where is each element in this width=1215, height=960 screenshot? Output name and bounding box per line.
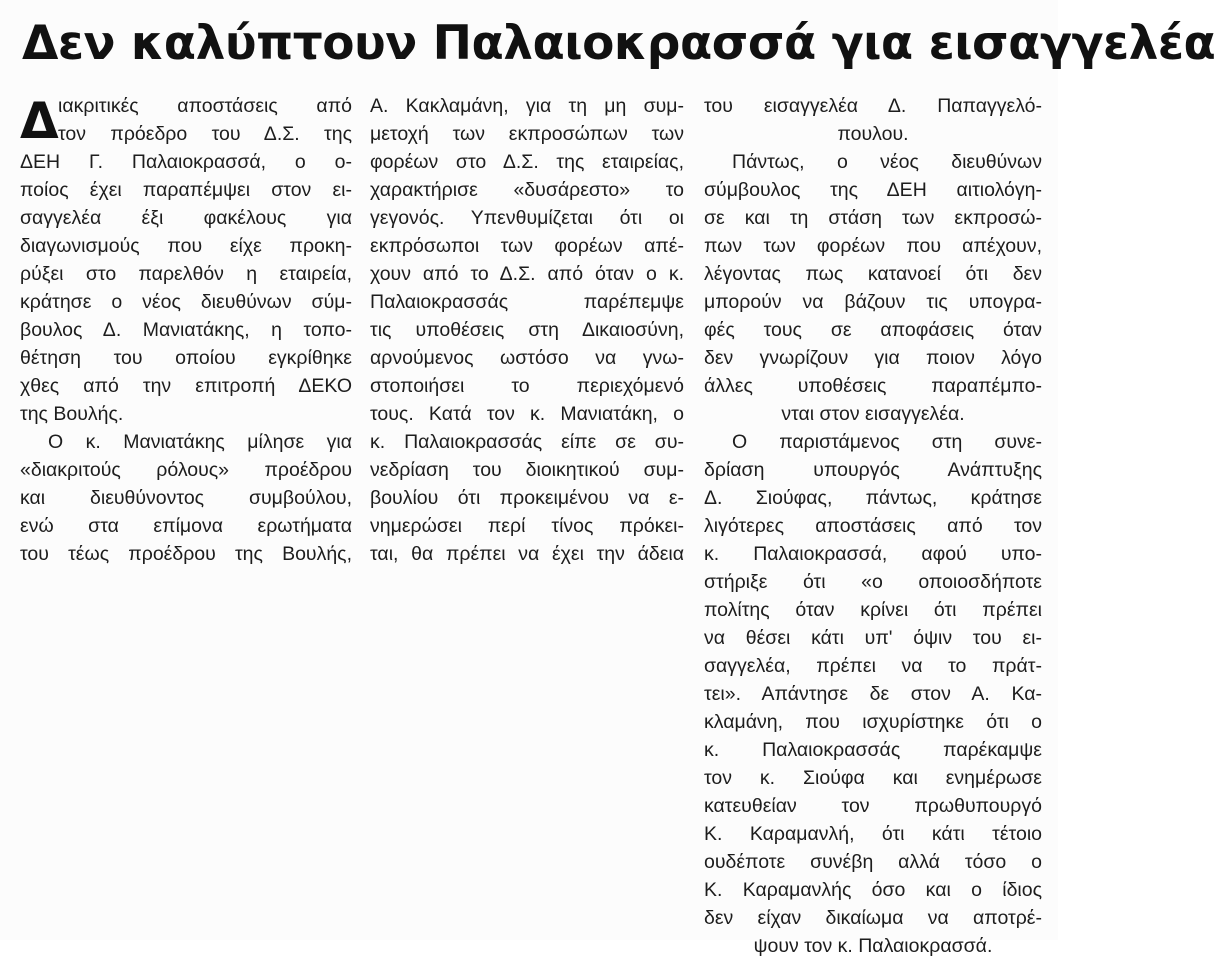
article-line: και διευθύνοντος συμβούλου, (20, 487, 352, 509)
article-line: φές τους σε αποφάσεις όταν (704, 319, 1042, 341)
article-line: χθες από την επιτροπή ΔΕΚΟ (20, 375, 352, 397)
article-line: κράτησε ο νέος διευθύνων σύμ- (20, 291, 352, 313)
article-line: Α. Κακλαμάνη, για τη μη συμ- (370, 95, 684, 117)
article-line: γεγονός. Υπενθυμίζεται ότι οι (370, 207, 684, 229)
article-line: ρύξει στο παρελθόν η εταιρεία, (20, 263, 352, 285)
article-line: χαρακτήρισε «δυσάρεστο» το (370, 179, 684, 201)
article-line: τει». Απάντησε δε στον Α. Κα- (704, 683, 1042, 705)
article-line: νται στον εισαγγελέα. (781, 403, 965, 425)
article-line: Ο κ. Μανιατάκης μίλησε για (48, 431, 352, 453)
article-line: θέτηση του οποίου εγκρίθηκε (20, 347, 352, 369)
article-line: φορέων στο Δ.Σ. της εταιρείας, (370, 151, 684, 173)
article-line: Ο παριστάμενος στη συνε- (732, 431, 1042, 453)
article-line: τον κ. Σιούφα και ενημέρωσε (704, 767, 1042, 789)
article-line: δεν γνωρίζουν για ποιον λόγο (704, 347, 1042, 369)
article-line: να θέσει κάτι υπ' όψιν του ει- (704, 627, 1042, 649)
article-line: σε και τη στάση των εκπροσώ- (704, 207, 1042, 229)
article-column-1 (20, 92, 352, 568)
article-line: βουλίου ότι προκειμένου να ε- (370, 487, 684, 509)
article-line: κατευθείαν τον πρωθυπουργό (704, 795, 1042, 817)
article-line: Κ. Καραμανλής όσο και ο ίδιος (704, 879, 1042, 901)
article-line: λιγότερες αποστάσεις από τον (704, 515, 1042, 537)
article-line: άλλες υποθέσεις παραπέμπο- (704, 375, 1042, 397)
article-line: του τέως προέδρου της Βουλής, (20, 543, 352, 565)
first-two-lines (20, 92, 352, 148)
article-line: Κ. Καραμανλή, ότι κάτι τέτοιο (704, 823, 1042, 845)
article-line: εκπρόσωποι των φορέων απέ- (370, 235, 684, 257)
article-column-3 (704, 92, 1042, 960)
article-line: στήριξε ότι «ο οποιοσδήποτε (704, 571, 1042, 593)
article-line: της Βουλής. (20, 403, 124, 425)
article-line: «διακριτούς ρόλους» προέδρου (20, 459, 352, 481)
article-line: ψουν τον κ. Παλαιοκρασσά. (753, 935, 993, 957)
article-line: μετοχή των εκπροσώπων των (370, 123, 684, 145)
article-line: στοποιήσει το περιεχόμενό (370, 375, 684, 397)
article-line: ται, θα πρέπει να έχει την άδεια (370, 543, 684, 565)
article-line: πων των φορέων που απέχουν, (704, 235, 1042, 257)
article-line: Παλαιοκρασσάς παρέπεμψε (370, 291, 684, 313)
headline: Δεν καλύπτουν Παλαιοκρασσά για εισαγγελέα (22, 16, 1215, 71)
article-line: ΔΕΗ Γ. Παλαιοκρασσά, ο ο- (20, 151, 352, 173)
article-line: σαγγελέα, πρέπει να το πράτ- (704, 655, 1042, 677)
article-line: μπορούν να βάζουν τις υπογρα- (704, 291, 1042, 313)
article-line: κλαμάνη, που ισχυρίστηκε ότι ο (704, 711, 1042, 733)
article-line: κ. Παλαιοκρασσά, αφού υπο- (704, 543, 1042, 565)
article-line: σαγγελέα έξι φακέλους για (20, 207, 352, 229)
article-line: δρίαση υπουργός Ανάπτυξης (704, 459, 1042, 481)
article-line: κ. Παλαιοκρασσάς παρέκαμψε (704, 739, 1042, 761)
article-line: σύμβουλος της ΔΕΗ αιτιολόγη- (704, 179, 1042, 201)
article-line: του εισαγγελέα Δ. Παπαγγελό- (704, 95, 1042, 117)
article-line: διαγωνισμούς που είχε προκη- (20, 235, 352, 257)
article-line: δεν είχαν δικαίωμα να αποτρέ- (704, 907, 1042, 929)
article-line: νημερώσει περί τίνος πρόκει- (370, 515, 684, 537)
article-line: ουδέποτε συνέβη αλλά τόσο ο (704, 851, 1042, 873)
article-line: κ. Παλαιοκρασσάς είπε σε συ- (370, 431, 684, 453)
article-line: λέγοντας πως κατανοεί ότι δεν (704, 263, 1042, 285)
article-line: πολίτης όταν κρίνει ότι πρέπει (704, 599, 1042, 621)
article-line: ποίος έχει παραπέμψει στον ει- (20, 179, 352, 201)
article-line: πουλου. (837, 123, 909, 145)
article-line: τους. Κατά τον κ. Μανιατάκη, ο (370, 403, 684, 425)
article-line: χουν από το Δ.Σ. από όταν ο κ. (370, 263, 684, 285)
article-line: αρνούμενος ωστόσο να γνω- (370, 347, 684, 369)
article-line: τις υποθέσεις στη Δικαιοσύνη, (370, 319, 684, 341)
article-line: ιακριτικές αποστάσεις από (58, 95, 352, 117)
drop-cap: Δ (20, 92, 59, 150)
article-line: νεδρίαση του διοικητικού συμ- (370, 459, 684, 481)
article-line: τον πρόεδρο του Δ.Σ. της (58, 123, 352, 145)
article-column-2 (370, 92, 684, 568)
article-line: ενώ στα επίμονα ερωτήματα (20, 515, 352, 537)
article-line: Δ. Σιούφας, πάντως, κράτησε (704, 487, 1042, 509)
article-line: Πάντως, ο νέος διευθύνων (732, 151, 1042, 173)
article-line: βουλος Δ. Μανιατάκης, η τοπο- (20, 319, 352, 341)
